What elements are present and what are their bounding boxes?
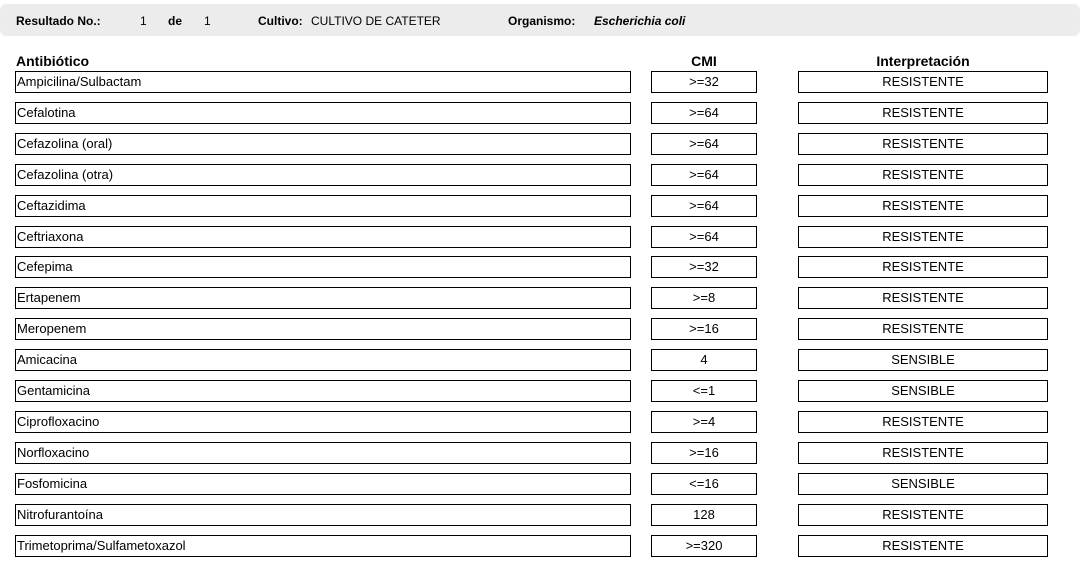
organism-value: Escherichia coli bbox=[594, 14, 686, 28]
cmi-cell: 128 bbox=[651, 504, 757, 526]
cmi-cell: >=64 bbox=[651, 102, 757, 124]
antibiotic-column-header: Antibiótico bbox=[16, 53, 90, 69]
table-row bbox=[0, 473, 1080, 495]
antibiotic-cell: Cefepima bbox=[15, 256, 631, 278]
table-row bbox=[0, 535, 1080, 557]
cmi-cell: >=64 bbox=[651, 133, 757, 155]
cmi-column-header: CMI bbox=[691, 53, 717, 69]
table-row bbox=[0, 442, 1080, 464]
interpretation-cell: SENSIBLE bbox=[798, 349, 1048, 371]
interpretation-cell: RESISTENTE bbox=[798, 287, 1048, 309]
culture-value: CULTIVO DE CATETER bbox=[311, 14, 441, 28]
interpretation-cell: RESISTENTE bbox=[798, 164, 1048, 186]
cmi-cell: 4 bbox=[651, 349, 757, 371]
interpretation-column-header: Interpretación bbox=[876, 53, 970, 69]
cmi-cell: >=320 bbox=[651, 535, 757, 557]
cmi-cell: <=16 bbox=[651, 473, 757, 495]
antibiotic-cell: Cefalotina bbox=[15, 102, 631, 124]
cmi-cell: >=32 bbox=[651, 71, 757, 93]
result-number-label: Resultado No.: bbox=[16, 14, 101, 28]
table-row bbox=[0, 349, 1080, 371]
table-row bbox=[0, 164, 1080, 186]
interpretation-cell: SENSIBLE bbox=[798, 380, 1048, 402]
antibiotic-cell: Ertapenem bbox=[15, 287, 631, 309]
table-row bbox=[0, 380, 1080, 402]
interpretation-cell: RESISTENTE bbox=[798, 102, 1048, 124]
cmi-cell: >=16 bbox=[651, 318, 757, 340]
table-row bbox=[0, 71, 1080, 93]
cmi-cell: >=64 bbox=[651, 226, 757, 248]
table-row bbox=[0, 318, 1080, 340]
cmi-cell: >=64 bbox=[651, 195, 757, 217]
antibiotic-cell: Cefazolina (oral) bbox=[15, 133, 631, 155]
antibiotic-cell: Gentamicina bbox=[15, 380, 631, 402]
table-row bbox=[0, 411, 1080, 433]
table-row bbox=[0, 133, 1080, 155]
cmi-cell: >=4 bbox=[651, 411, 757, 433]
table-row bbox=[0, 256, 1080, 278]
interpretation-cell: RESISTENTE bbox=[798, 442, 1048, 464]
table-row bbox=[0, 504, 1080, 526]
culture-label: Cultivo: bbox=[258, 14, 303, 28]
result-total-value: 1 bbox=[204, 14, 211, 28]
interpretation-cell: RESISTENTE bbox=[798, 318, 1048, 340]
organism-label: Organismo: bbox=[508, 14, 576, 28]
antibiotic-cell: Nitrofurantoína bbox=[15, 504, 631, 526]
cmi-cell: <=1 bbox=[651, 380, 757, 402]
cmi-cell: >=32 bbox=[651, 256, 757, 278]
interpretation-cell: RESISTENTE bbox=[798, 535, 1048, 557]
interpretation-cell: RESISTENTE bbox=[798, 71, 1048, 93]
antibiotic-cell: Ampicilina/Sulbactam bbox=[15, 71, 631, 93]
cmi-cell: >=64 bbox=[651, 164, 757, 186]
antibiotic-cell: Meropenem bbox=[15, 318, 631, 340]
antibiotic-cell: Trimetoprima/Sulfametoxazol bbox=[15, 535, 631, 557]
table-row bbox=[0, 195, 1080, 217]
result-header bbox=[0, 4, 1080, 36]
antibiotic-cell: Ciprofloxacino bbox=[15, 411, 631, 433]
table-row bbox=[0, 226, 1080, 248]
antibiotic-cell: Norfloxacino bbox=[15, 442, 631, 464]
antibiotic-cell: Ceftriaxona bbox=[15, 226, 631, 248]
interpretation-cell: RESISTENTE bbox=[798, 195, 1048, 217]
cmi-cell: >=8 bbox=[651, 287, 757, 309]
antibiotic-cell: Cefazolina (otra) bbox=[15, 164, 631, 186]
result-number-value: 1 bbox=[140, 14, 147, 28]
cmi-cell: >=16 bbox=[651, 442, 757, 464]
antibiotic-cell: Amicacina bbox=[15, 349, 631, 371]
table-row bbox=[0, 102, 1080, 124]
interpretation-cell: RESISTENTE bbox=[798, 133, 1048, 155]
interpretation-cell: RESISTENTE bbox=[798, 411, 1048, 433]
interpretation-cell: RESISTENTE bbox=[798, 256, 1048, 278]
interpretation-cell: SENSIBLE bbox=[798, 473, 1048, 495]
interpretation-cell: RESISTENTE bbox=[798, 504, 1048, 526]
table-row bbox=[0, 287, 1080, 309]
interpretation-cell: RESISTENTE bbox=[798, 226, 1048, 248]
antibiotic-cell: Fosfomicina bbox=[15, 473, 631, 495]
antibiotic-cell: Ceftazidima bbox=[15, 195, 631, 217]
result-of-label: de bbox=[168, 14, 183, 28]
